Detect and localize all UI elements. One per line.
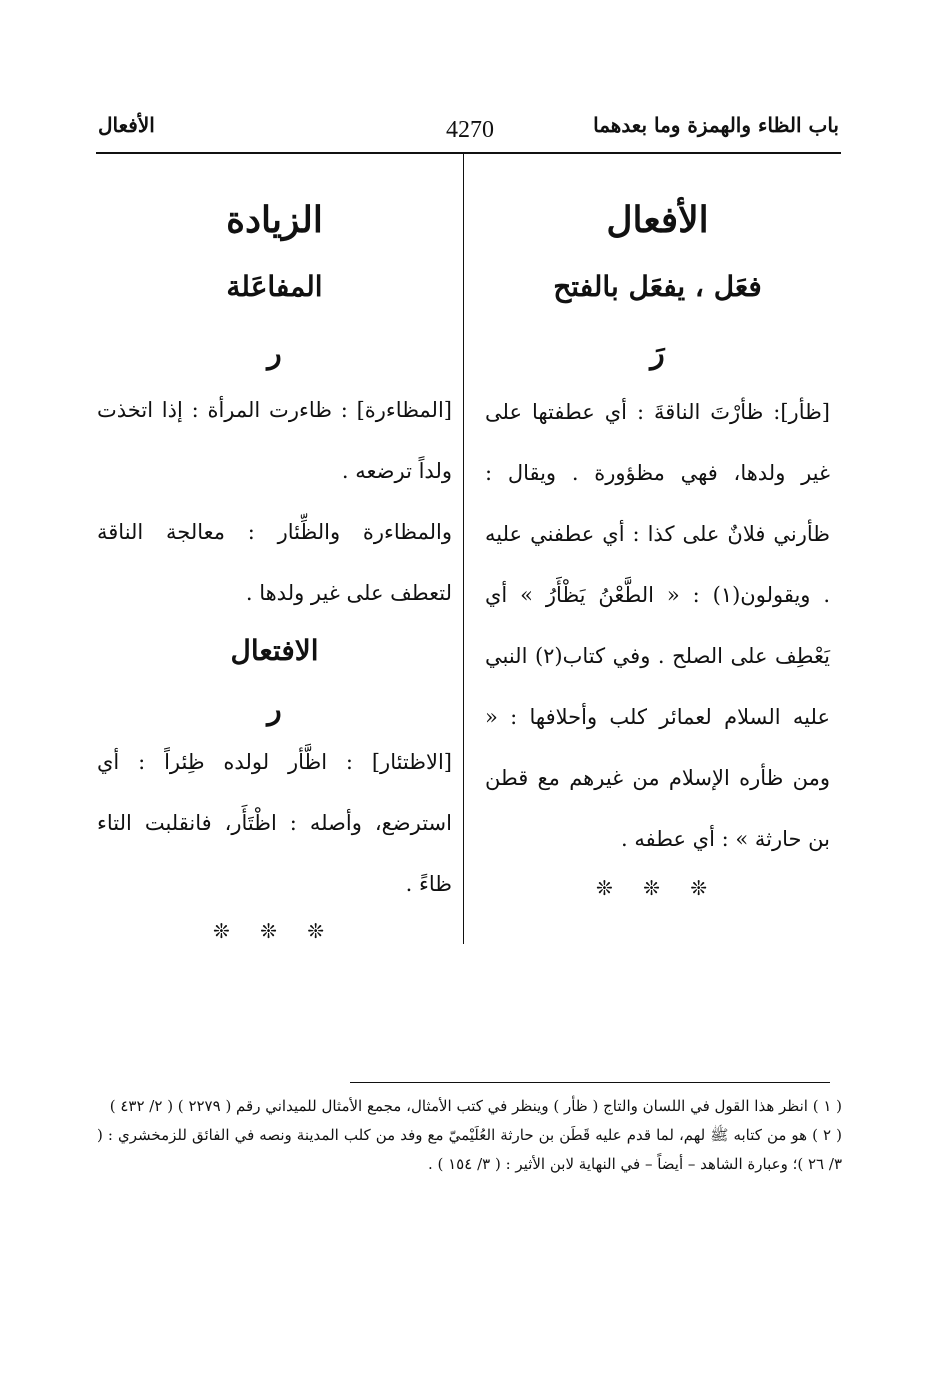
footnote-1: ( ١ ) انظر هذا القول في اللسان والتاج ( ظأر ) وينظر في كتب الأمثال، مجمع الأمثال للميداني رقم ( ٢٢٧٩ ) ( ٢/ ٤٣٢ ) [109, 1097, 842, 1115]
left-column-subtitle-2: الافتعال [230, 634, 319, 667]
section-end-stars: ❊ ❊ ❊ [596, 876, 719, 900]
left-column-subtitle: المفاعَلة [226, 270, 323, 303]
left-column [97, 190, 452, 943]
right-column-title: الأفعال [606, 199, 709, 241]
entry-iztiaar: [الاظتئار] : اظَّأر لولده ظِئراً : أي استرضع، وأصله : اظْتَأَر، فانقلبت التاء ظاءً . [97, 750, 452, 896]
right-column-subtitle: فعَل ، يفعَل بالفتح [553, 270, 762, 303]
running-header-chapter: باب الظاء والهمزة وما بعدهما [593, 113, 839, 137]
entry-muzaara-continued: والمظاءرة والظِّئار : معالجة الناقة لتعطف على غير ولدها . [97, 520, 452, 605]
right-column-letter: رَ [650, 336, 665, 371]
footnote-rule [350, 1082, 830, 1083]
entry-zaar: [ظأر]: ظأرْتَ الناقةَ : أي عطفتها على غير ولدها، فهي مظؤورة . ويقال : ظأرني فلانٌ على كذا : أي عطفني عليه . ويقولون(١) : « الطَّعْنُ يَظْأَرُ » أي يَعْطِف على الصلح . وفي كتاب(٢) النبي عليه السلام لعمائر كلب وأحلافها : « ومن ظأره الإسلام من غيرهم مع قطن بن حارثة » : أي عطفه . [485, 400, 831, 851]
header-rule [96, 152, 841, 154]
running-header-section: الأفعال [98, 113, 155, 137]
section-end-stars: ❊ ❊ ❊ [213, 919, 336, 943]
footnote-2: ( ٢ ) هو من كتابه ﷺ لهم، لما قدم عليه قَطَن بن حارثة العُلَيْميّ مع وفد من كلب المدينة ونصه في الفائق للزمخشري : ( ٣/ ٢٦ )؛ وعبارة الشاهد – أيضاً – في النهاية لابن الأثير : ( ٣/ ١٥٤ ) . [97, 1126, 842, 1173]
right-column [485, 190, 830, 900]
page-number: 4270 [446, 117, 494, 143]
left-column-letter: ر [267, 336, 282, 371]
footnotes [97, 1092, 842, 1179]
left-column-title: الزيادة [226, 199, 323, 241]
entry-muzaara: [المظاءرة] : ظاءرت المرأة : إذا اتخذت ولداً ترضعه . [97, 398, 452, 483]
left-column-letter-2: ر [267, 692, 282, 727]
column-divider [463, 154, 464, 944]
